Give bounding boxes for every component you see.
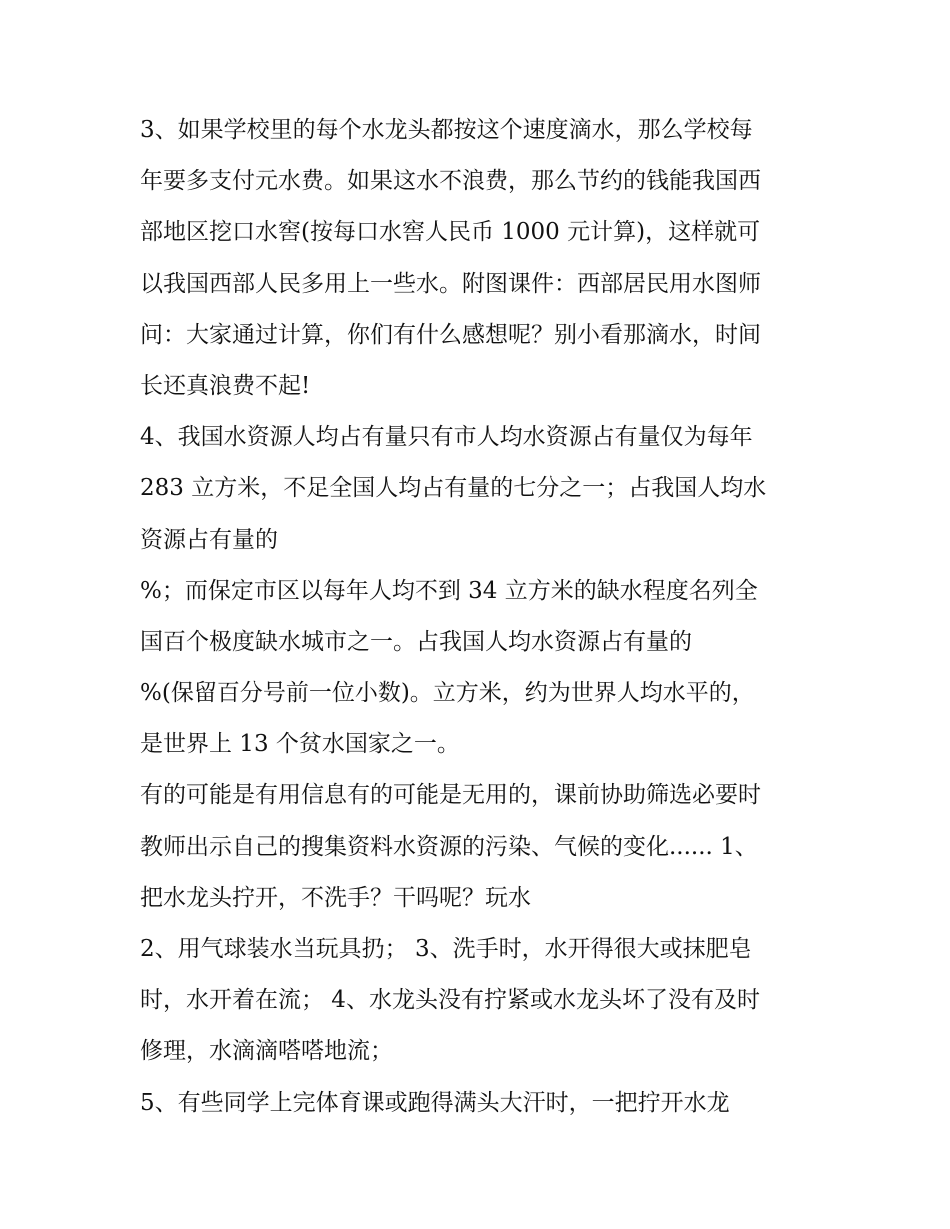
text-line: 问：大家通过计算，你们有什么感想呢？别小看那滴水，时间 [140, 321, 761, 348]
body-text [140, 105, 830, 1129]
text-line: 以我国西部人民多用上一些水。附图课件：西部居民用水图师 [140, 270, 761, 297]
text-line: 5、有些同学上完体育课或跑得满头大汗时，一把拧开水龙 [140, 1089, 730, 1116]
text-line: 283 立方米，不足全国人均占有量的七分之一；占我国人均水 [140, 475, 767, 502]
text-line: 教师出示自己的搜集资料水资源的污染、气候的变化...... 1、 [140, 833, 758, 860]
text-line: 资源占有量的 [140, 526, 278, 553]
text-line: 长还真浪费不起! [140, 372, 311, 399]
text-line: 部地区挖口水窖(按每口水窖人民币 1000 元计算)，这样就可 [140, 219, 761, 246]
text-line: %(保留百分号前一位小数)。立方米，约为世界人均水平的， [140, 680, 755, 707]
text-line: 是世界上 13 个贫水国家之一。 [140, 731, 460, 758]
text-line: 4、我国水资源人均占有量只有市人均水资源占有量仅为每年 [140, 424, 753, 451]
text-line: 修理，水滴滴嗒嗒地流； [140, 1038, 393, 1065]
text-line: 国百个极度缺水城市之一。占我国人均水资源占有量的 [140, 628, 692, 655]
text-line: 年要多支付元水费。如果这水不浪费，那么节约的钱能我国西 [140, 168, 761, 195]
text-line: 2、用气球装水当玩具扔； 3、洗手时，水开得很大或抹肥皂 [140, 936, 752, 962]
text-line: 把水龙头拧开，不洗手？干吗呢？玩水 [140, 884, 531, 911]
text-line: 3、如果学校里的每个水龙头都按这个速度滴水，那么学校每 [140, 117, 753, 143]
text-line: 时，水开着在流； 4、水龙头没有拧紧或水龙头坏了没有及时 [140, 987, 760, 1014]
text-line: %；而保定市区以每年人均不到 34 立方米的缺水程度名列全 [140, 577, 758, 604]
text-line: 有的可能是有用信息有的可能是无用的，课前协助筛选必要时 [140, 782, 761, 809]
